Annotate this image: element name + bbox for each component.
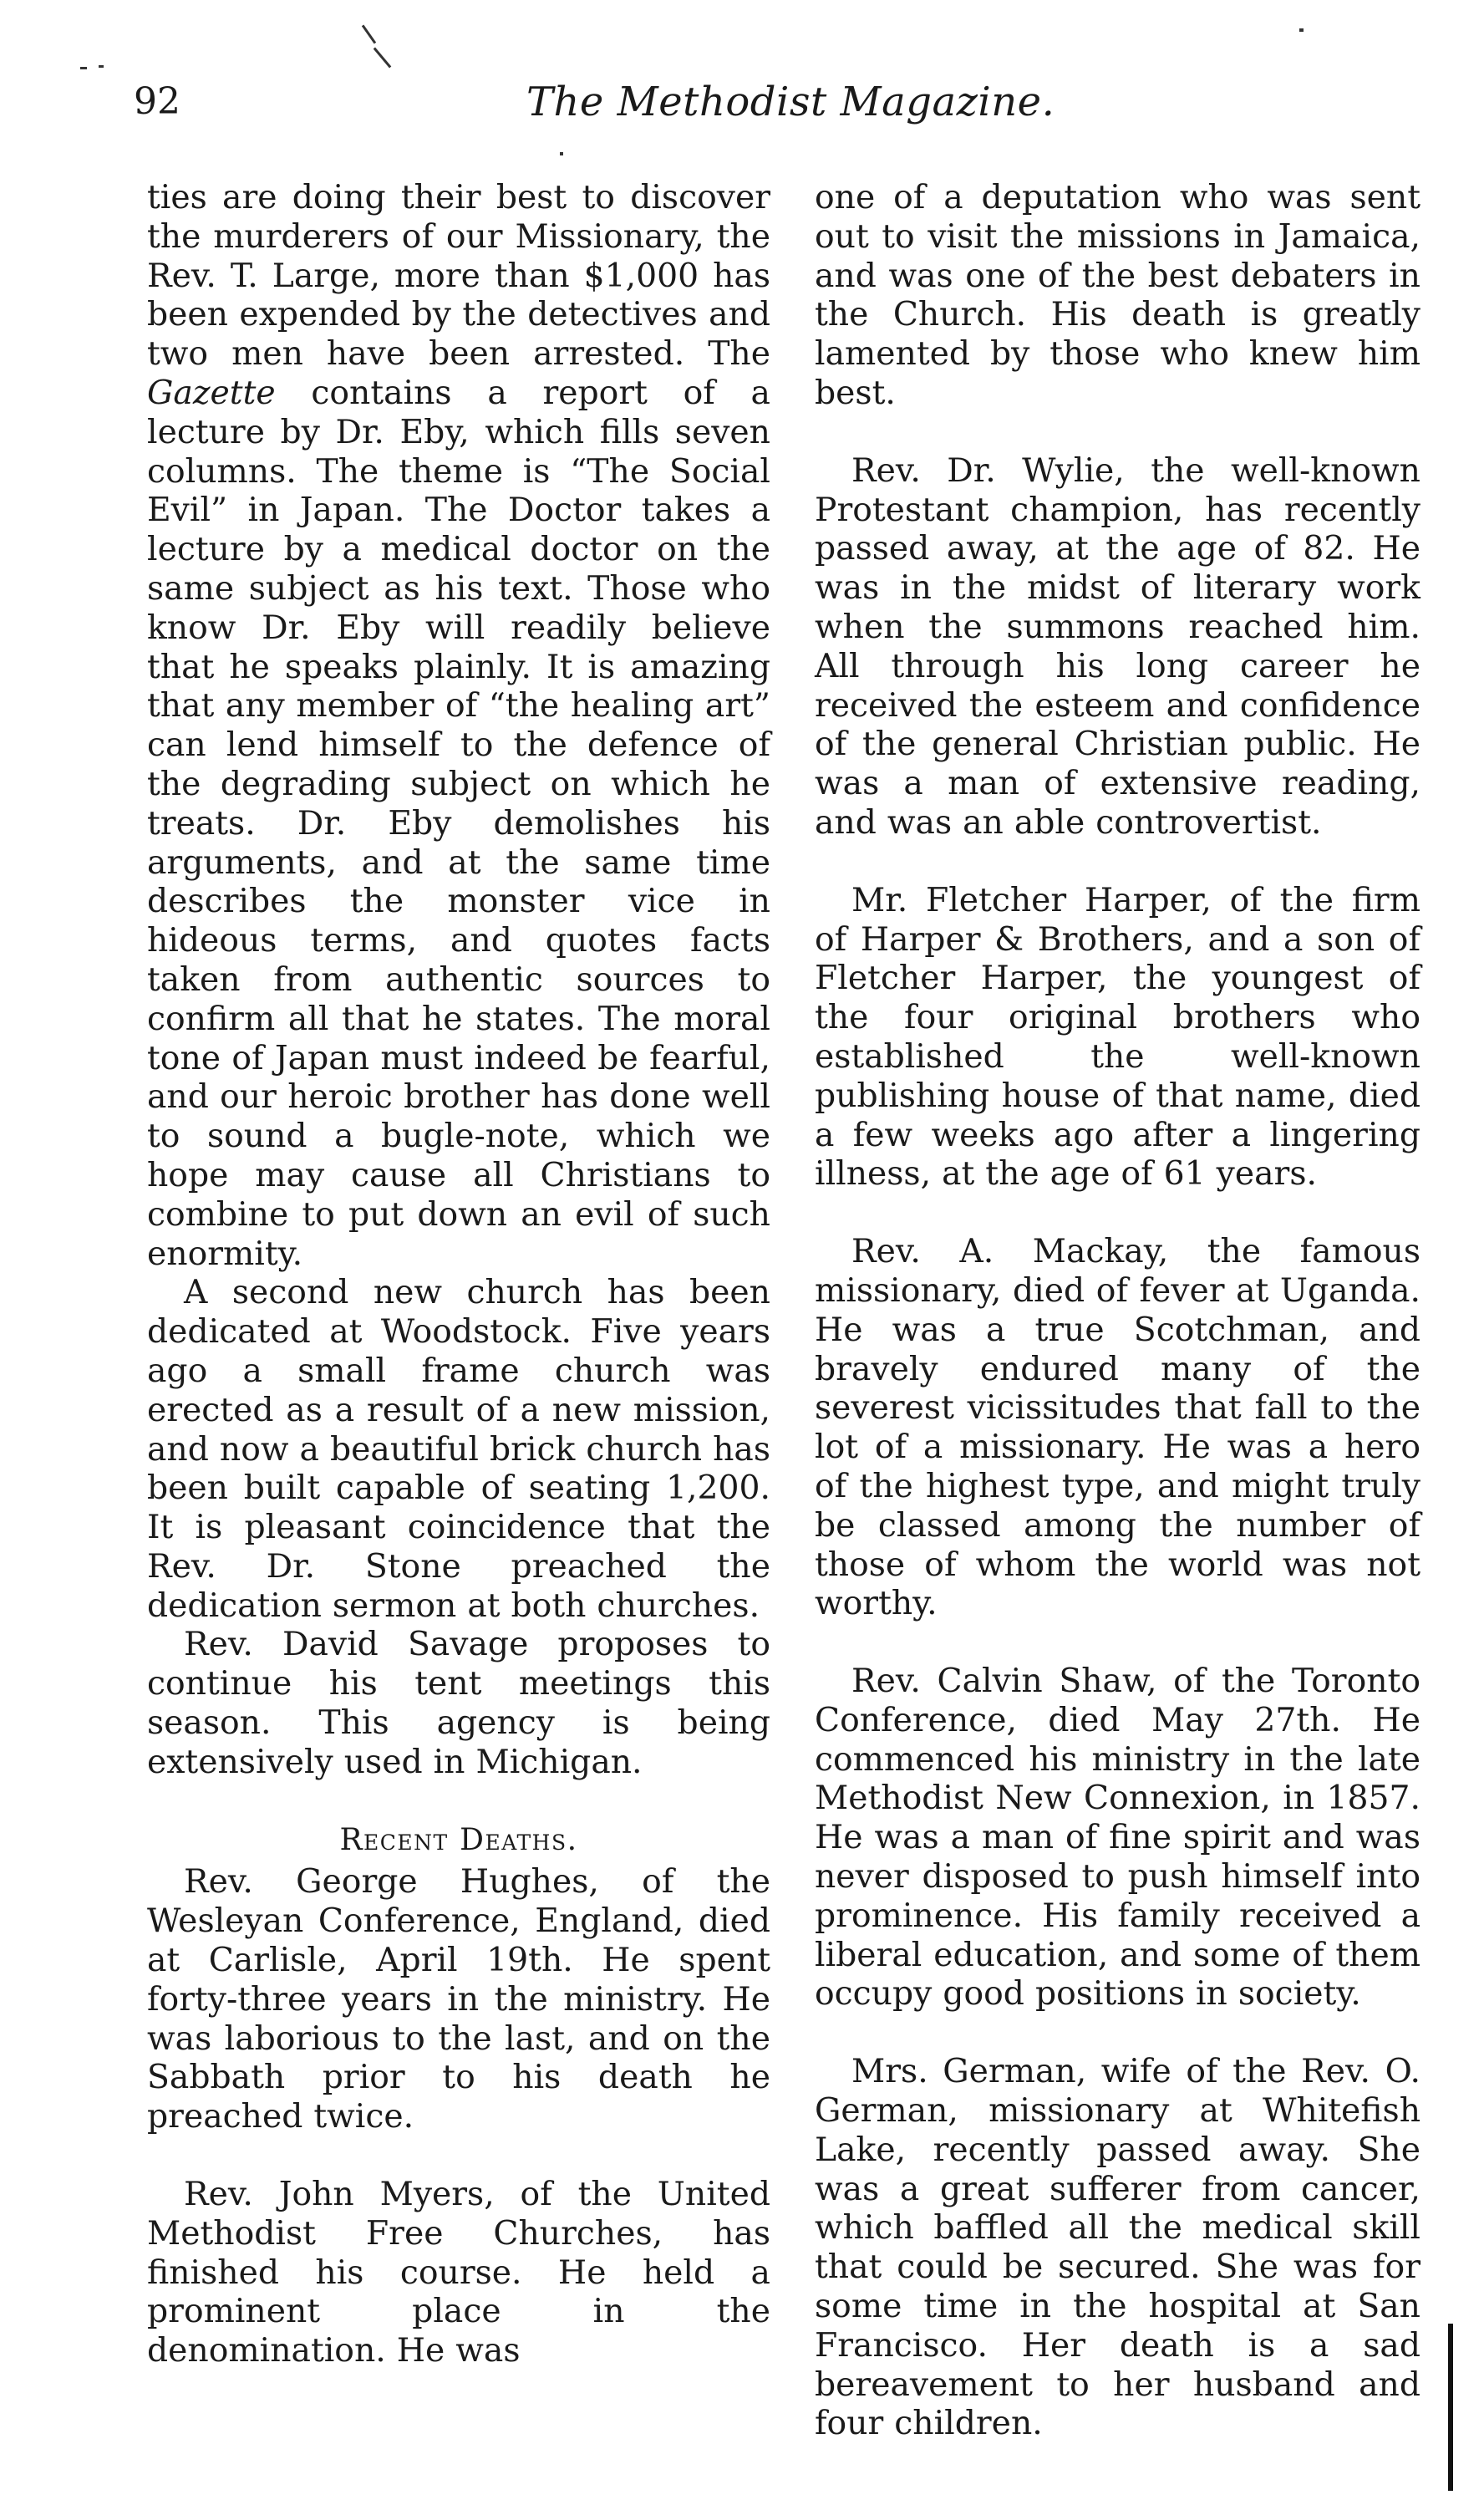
- obituary-dr-wylie: Rev. Dr. Wylie, the well-known Protestant champion, has recently passed away, at the age of 82. He was in the midst of literary work when the summons reached him. All through his long career he received the esteem and confidence of the general Christian public. He was a man of extensive reading, and was an able controvertist.: [815, 451, 1420, 842]
- right-column: [815, 179, 1420, 2444]
- paragraph-text: ties are doing their best to discover the murderers of our Missionary, the Rev. T. Large, more than $1,000 has been expended by the detectives and two men have been arrested. The: [147, 179, 770, 374]
- obituary-a-mackay: Rev. A. Mackay, the famous missionary, died of fever at Uganda. He was a true Scotchman, and bravely endured many of the severest vicissitudes that fall to the lot of a missionary. He was a hero of the highest type, and might truly be classed among the number of those of whom the world was not worthy.: [815, 1233, 1420, 1623]
- margin-rule: [1448, 2324, 1453, 2491]
- left-column: [147, 179, 770, 2371]
- obituary-calvin-shaw: Rev. Calvin Shaw, of the Toronto Conference, died May 27th. He commenced his ministry in the late Methodist New Connexion, in 1857. He was a man of fine spirit and was never disposed to push himself into prominence. His family received a liberal education, and some of them occupy good positions in society.: [815, 1662, 1420, 2014]
- paragraph-tent-meetings: Rev. David Savage proposes to continue his tent meetings this season. This agency is being extensively used in Michigan.: [147, 1626, 770, 1781]
- obituary-john-myers-continued: one of a deputation who was sent out to visit the missions in Jamaica, and was one of the best debaters in the Church. His death is greatly lamented by those who knew him best.: [815, 179, 1420, 412]
- page-header: [134, 77, 1420, 135]
- page-number: 92: [134, 80, 180, 123]
- obituary-george-hughes: Rev. George Hughes, of the Wesleyan Conference, England, died at Carlisle, April 19th. He spent forty-three years in the ministry. He was laborious to the last, and on the Sabbath prior to his death he preached twice.: [147, 1863, 770, 2136]
- obituary-fletcher-harper: Mr. Fletcher Harper, of the firm of Harper & Brothers, and a son of Fletcher Harper, the youngest of the four original brothers who established the well-known publishing house of that name, died a few weeks ago after a lingering illness, at the age of 61 years.: [815, 881, 1420, 1194]
- paragraph-text: contains a report of a lecture by Dr. Eby, which fills seven columns. The theme is “The Social Evil” in Japan. The Doctor takes a lecture by a medical doctor on the same subject as his text. Those who know Dr. Eby will readily believe that he speaks plainly. It is amazing that any member of “the healing art” can lend himself to the defence of the degrading subject on which he treats. Dr. Eby demolishes his arguments, and at the same time describes the monster vice in hideous terms, and quotes facts taken from authentic sources to confirm all that he states. The moral tone of Japan must indeed be fearful, and our heroic brother has done well to sound a bugle-note, which we hope may cause all Christians to combine to put down an evil of such enormity.: [147, 374, 770, 1273]
- paragraph-japan-lecture: [147, 179, 770, 1274]
- obituary-mrs-german: Mrs. German, wife of the Rev. O. German, missionary at Whitefish Lake, recently passed away. She was a great sufferer from cancer, which baffled all the medical skill that could be secured. She was for some time in the hospital at San Francisco. Her death is a sad bereavement to her husband and four children.: [815, 2053, 1420, 2443]
- section-heading-recent-deaths: Recent Deaths.: [339, 1822, 578, 1857]
- gazette-title: Gazette: [147, 374, 276, 412]
- paragraph-woodstock-church: A second new church has been dedicated at Woodstock. Five years ago a small frame church was erected as a result of a new mission, and now a beautiful brick church has been built capable of seating 1,200. It is pleasant coincidence that the Rev. Dr. Stone preached the dedication sermon at both churches.: [147, 1274, 770, 1625]
- running-title: The Methodist Magazine.: [526, 79, 1055, 125]
- obituary-john-myers: Rev. John Myers, of the United Methodist Free Churches, has finished his course. He held a prominent place in the denomination. He was: [147, 2176, 770, 2370]
